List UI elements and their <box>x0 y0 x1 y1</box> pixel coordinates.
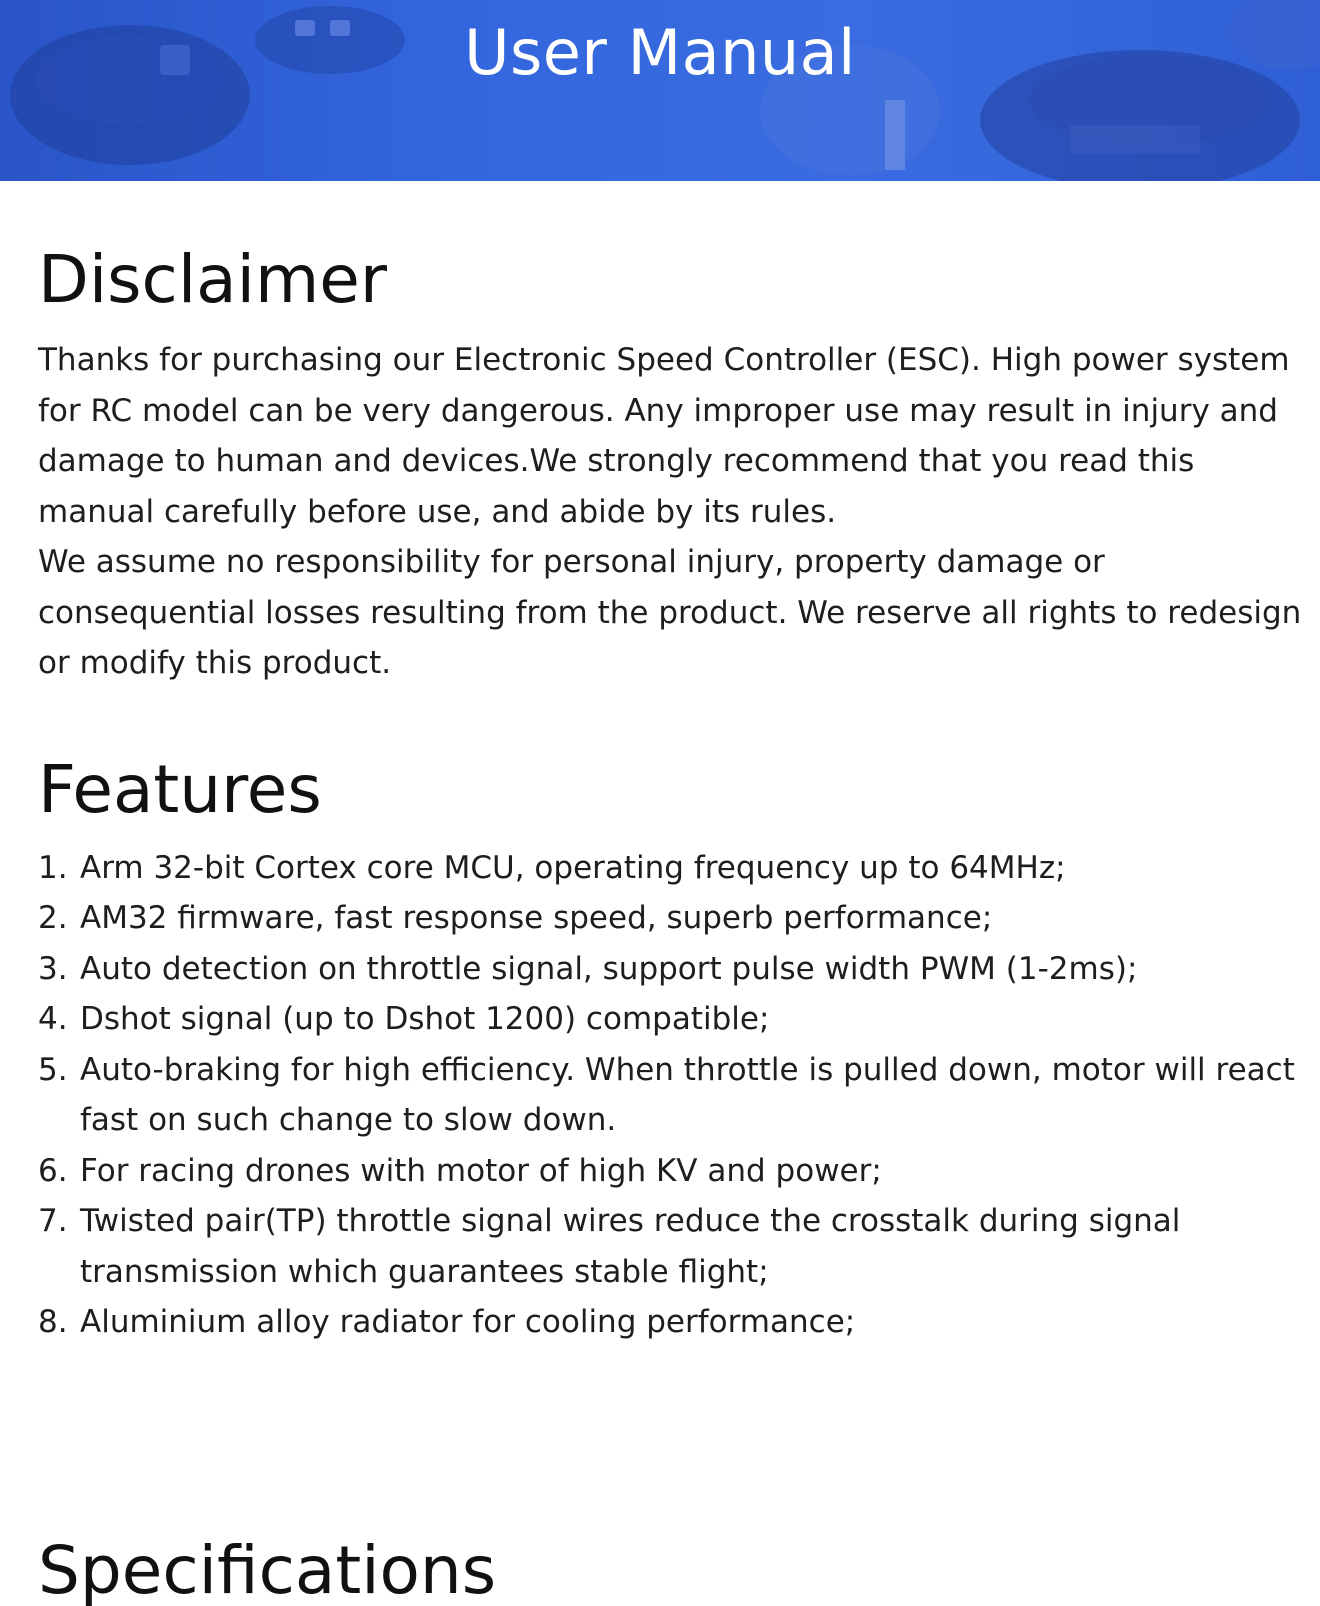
features-list <box>38 843 1308 1348</box>
header-banner <box>0 0 1320 181</box>
list-item-text: Aluminium alloy radiator for cooling performance; <box>80 1304 856 1340</box>
list-item-number: 2. <box>38 900 68 936</box>
page-title: User Manual <box>464 16 856 89</box>
list-item-text: For racing drones with motor of high KV and power; <box>80 1152 882 1189</box>
list-item-number: 1. <box>38 849 68 886</box>
list-item-number: 5. <box>38 1051 68 1088</box>
list-item-number: 3. <box>38 950 68 987</box>
list-item <box>38 1297 1308 1348</box>
specifications-heading: Specifications <box>38 1531 497 1606</box>
list-item <box>38 994 1308 1045</box>
list-item <box>38 843 1308 894</box>
list-item-text: Auto-braking for high efficiency. When throttle is pulled down, motor will react fast on such change to slow down. <box>80 1051 1295 1138</box>
list-item <box>38 893 1308 944</box>
list-item-text: Twisted pair(TP) throttle signal wires reduce the crosstalk during signal transmission which guarantees stable flight; <box>80 1203 1181 1290</box>
list-item <box>38 1045 1308 1146</box>
disclaimer-paragraph-2: We assume no responsibility for personal injury, property damage or consequential losses resulting from the product. We reserve all rights to redesign or modify this product. <box>38 544 1302 681</box>
list-item-number: 8. <box>38 1304 68 1340</box>
disclaimer-heading: Disclaimer <box>38 241 387 318</box>
list-item-text: Auto detection on throttle signal, support pulse width PWM (1-2ms); <box>80 950 1138 987</box>
list-item <box>38 944 1308 995</box>
list-item-text: Arm 32-bit Cortex core MCU, operating frequency up to 64MHz; <box>80 849 1066 886</box>
features-heading: Features <box>38 750 322 828</box>
manual-content <box>38 181 1308 1604</box>
list-item-number: 6. <box>38 1152 68 1189</box>
disclaimer-paragraph-1: Thanks for purchasing our Electronic Speed Controller (ESC). High power system for RC model can be very dangerous. Any improper use may result in injury and damage to human and devices.We strongly recommend that you read this manual carefully before use, and abide by its rules. <box>38 342 1290 530</box>
list-item-text: AM32 firmware, fast response speed, superb performance; <box>80 900 993 936</box>
list-item <box>38 1196 1308 1297</box>
list-item-number: 4. <box>38 1001 68 1037</box>
list-item-text: Dshot signal (up to Dshot 1200) compatible; <box>80 1001 770 1037</box>
list-item-number: 7. <box>38 1203 68 1239</box>
list-item <box>38 1146 1308 1197</box>
